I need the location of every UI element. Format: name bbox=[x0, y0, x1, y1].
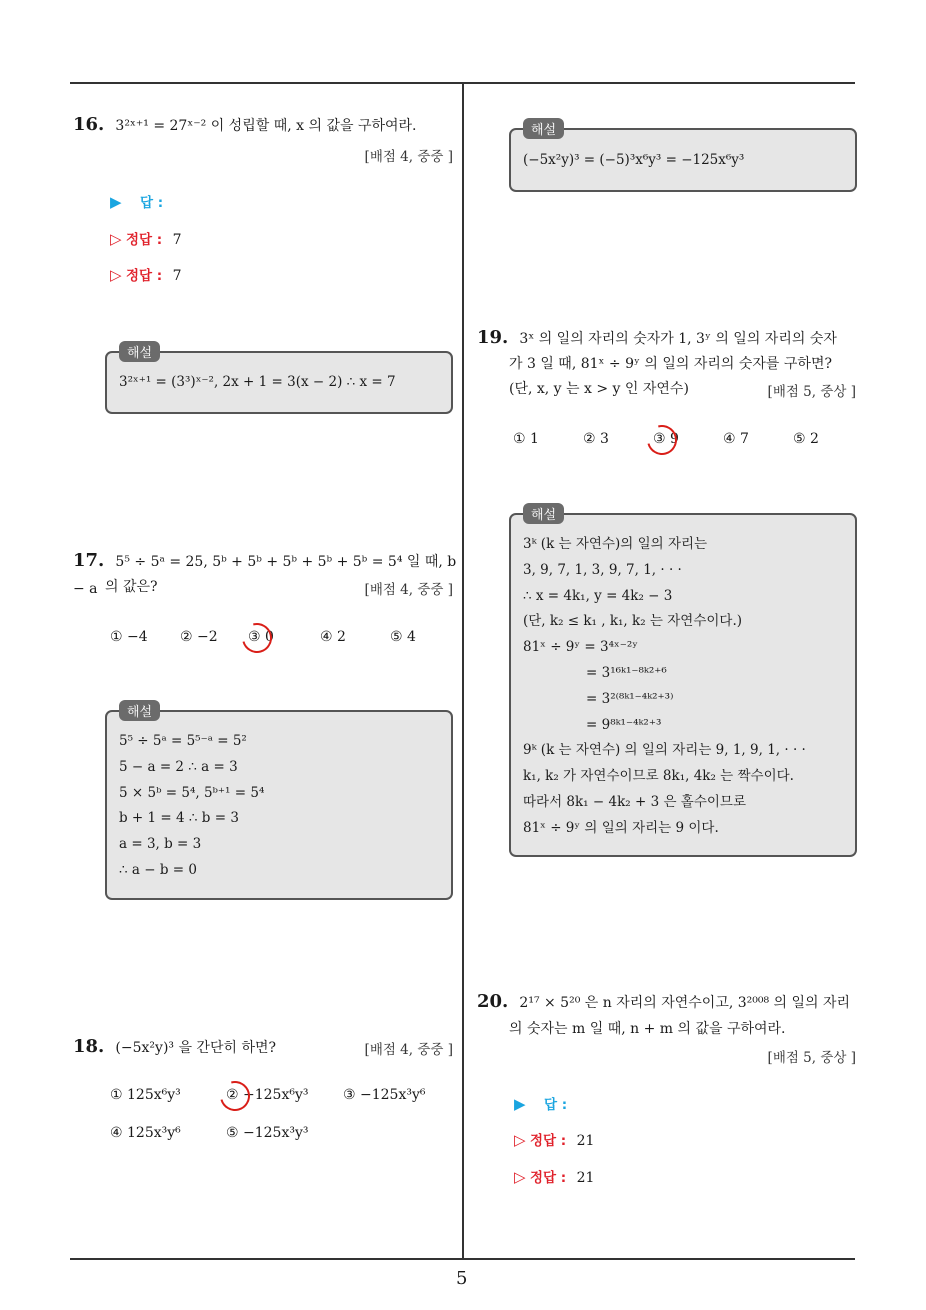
choice-3[interactable]: ③ 9 bbox=[653, 431, 679, 447]
choice-5[interactable]: ⑤ 2 bbox=[793, 431, 819, 447]
solution-line: 5 × 5ᵇ = 5⁴, 5ᵇ⁺¹ = 5⁴ bbox=[119, 784, 265, 801]
solution-box-16 bbox=[105, 346, 453, 414]
solution-line: ∴ x = 4k₁, y = 4k₂ − 3 bbox=[523, 587, 673, 604]
answer-row bbox=[110, 191, 163, 211]
solution-line: 3ᵏ (k 는 자연수)의 일의 자리는 bbox=[523, 536, 708, 552]
correct-label: 정답 : bbox=[126, 268, 163, 284]
question-text: 3ˣ 의 일의 자리의 숫자가 1, 3ʸ 의 일의 자리의 숫자 bbox=[519, 331, 837, 347]
solution-line: ∴ a − b = 0 bbox=[119, 861, 197, 878]
solution-tag: 해설 bbox=[523, 118, 564, 139]
question-number: 20. bbox=[477, 991, 509, 1012]
correct-answer-row bbox=[110, 228, 182, 248]
solution-box-19 bbox=[509, 508, 857, 857]
solution-line: (단, k₂ ≤ k₁ , k₁, k₂ 는 자연수이다.) bbox=[523, 613, 742, 630]
solution-line: 5 − a = 2 ∴ a = 3 bbox=[119, 758, 238, 775]
choice-1[interactable]: ① 1 bbox=[513, 431, 539, 447]
question-text-cont: 의 숫자는 m 일 때, n + m 의 값을 구하여라. bbox=[509, 1021, 786, 1037]
solution-line: k₁, k₂ 가 자연수이므로 8k₁, 4k₂ 는 짝수이다. bbox=[523, 768, 794, 785]
question-number: 19. bbox=[477, 327, 509, 348]
solution-line: (−5x²y)³ = (−5)³x⁶y³ = −125x⁶y³ bbox=[523, 152, 745, 168]
choice-3[interactable]: ③ 0 bbox=[248, 629, 274, 645]
choice-3[interactable]: ③ −125x³y⁶ bbox=[343, 1087, 426, 1103]
solution-line: 5⁵ ÷ 5ᵃ = 5⁵⁻ᵃ = 5² bbox=[119, 733, 247, 749]
selected-circle-mark bbox=[215, 1076, 256, 1117]
solution-tag: 해설 bbox=[523, 503, 564, 524]
choice-5[interactable]: ⑤ −125x³y³ bbox=[226, 1125, 309, 1141]
choice-4[interactable]: ④ 125x³y⁶ bbox=[110, 1125, 181, 1141]
solution-line: a = 3, b = 3 bbox=[119, 836, 202, 853]
choice-2[interactable]: ② −125x⁶y³ bbox=[226, 1087, 309, 1103]
correct-value: 21 bbox=[576, 1170, 595, 1186]
question-number: 18. bbox=[73, 1036, 105, 1057]
choices-19 bbox=[463, 431, 923, 455]
solution-line: 3, 9, 7, 1, 3, 9, 7, 1, · · · bbox=[523, 561, 682, 578]
page-number: 5 bbox=[456, 1268, 468, 1289]
play-triangle-icon: ▶ bbox=[514, 1095, 526, 1113]
question-text-cont: 가 3 일 때, 81ˣ ÷ 9ʸ 의 일의 자리의 숫자를 구하면? bbox=[509, 356, 832, 372]
question-number: 16. bbox=[73, 114, 105, 135]
solution-line: b + 1 = 4 ∴ b = 3 bbox=[119, 810, 239, 827]
correct-label: 정답 : bbox=[126, 232, 163, 248]
correct-answer-row bbox=[514, 1129, 594, 1149]
solution-line: 9ᵏ (k 는 자연수) 의 일의 자리는 9, 1, 9, 1, · · · bbox=[523, 742, 806, 759]
question-18-meta: [배점 4, 중중 ] bbox=[364, 1042, 453, 1058]
question-text: 2¹⁷ × 5²⁰ 은 n 자리의 자연수이고, 3²⁰⁰⁸ 의 일의 자리 bbox=[519, 995, 851, 1011]
outline-triangle-icon: ▷ bbox=[514, 1168, 526, 1186]
question-17-meta: [배점 4, 중중 ] bbox=[364, 582, 453, 598]
choice-5[interactable]: ⑤ 4 bbox=[390, 629, 416, 645]
solution-box-17 bbox=[105, 705, 453, 900]
question-text: 5⁵ ÷ 5ᵃ = 25, 5ᵇ + 5ᵇ + 5ᵇ + 5ᵇ + 5ᵇ = 5⁴ 일 때, b − a bbox=[73, 554, 457, 597]
selected-circle-mark bbox=[642, 420, 683, 461]
solution-tag: 해설 bbox=[119, 700, 160, 721]
correct-value: 21 bbox=[576, 1133, 595, 1149]
answer-row bbox=[514, 1093, 567, 1113]
solution-tag: 해설 bbox=[119, 341, 160, 362]
correct-label: 정답 : bbox=[530, 1170, 567, 1186]
choice-2[interactable]: ② −2 bbox=[180, 629, 218, 645]
outline-triangle-icon: ▷ bbox=[110, 230, 122, 248]
solution-line: = 3²⁽⁸ᵏ¹⁻⁴ᵏ²⁺³⁾ bbox=[586, 690, 674, 707]
choices-18 bbox=[0, 1087, 460, 1147]
solution-line: 3²ˣ⁺¹ = (3³)ˣ⁻², 2x + 1 = 3(x − 2) ∴ x = 7 bbox=[119, 374, 396, 390]
correct-answer-row bbox=[514, 1166, 594, 1186]
correct-value: 7 bbox=[172, 268, 182, 284]
choice-4[interactable]: ④ 7 bbox=[723, 431, 749, 447]
question-number: 17. bbox=[73, 550, 105, 571]
solution-box-18 bbox=[509, 123, 857, 192]
correct-label: 정답 : bbox=[530, 1133, 567, 1149]
choice-1[interactable]: ① 125x⁶y³ bbox=[110, 1087, 181, 1103]
answer-label: 답 : bbox=[140, 195, 164, 211]
solution-line: 81ˣ ÷ 9ʸ = 3⁴ˣ⁻²ʸ bbox=[523, 639, 638, 656]
correct-answer-row bbox=[110, 264, 182, 284]
choice-1[interactable]: ① −4 bbox=[110, 629, 148, 645]
choices-17 bbox=[0, 629, 460, 653]
question-text: (−5x²y)³ 을 간단히 하면? bbox=[115, 1040, 277, 1056]
solution-line: 81ˣ ÷ 9ʸ 의 일의 자리는 9 이다. bbox=[523, 819, 719, 836]
question-16-meta: [배점 4, 중중 ] bbox=[364, 149, 453, 165]
choice-2[interactable]: ② 3 bbox=[583, 431, 609, 447]
column-divider bbox=[462, 82, 464, 1259]
bottom-rule bbox=[70, 1258, 855, 1260]
question-text-cont: (단, x, y 는 x > y 인 자연수) bbox=[509, 381, 689, 397]
choice-4[interactable]: ④ 2 bbox=[320, 629, 346, 645]
answer-label: 답 : bbox=[544, 1097, 568, 1113]
solution-line: = 3¹⁶ᵏ¹⁻⁸ᵏ²⁺⁶ bbox=[586, 664, 667, 681]
solution-line: 따라서 8k₁ − 4k₂ + 3 은 홀수이므로 bbox=[523, 793, 746, 810]
question-16 bbox=[73, 113, 458, 140]
outline-triangle-icon: ▷ bbox=[110, 266, 122, 284]
play-triangle-icon: ▶ bbox=[110, 193, 122, 211]
question-19 bbox=[477, 326, 862, 353]
question-19-meta: [배점 5, 중상 ] bbox=[767, 384, 856, 400]
question-text: 3²ˣ⁺¹ = 27ˣ⁻² 이 성립할 때, x 의 값을 구하여라. bbox=[115, 118, 417, 134]
outline-triangle-icon: ▷ bbox=[514, 1131, 526, 1149]
question-20 bbox=[477, 990, 862, 1017]
question-20-meta: [배점 5, 중상 ] bbox=[767, 1050, 856, 1066]
correct-value: 7 bbox=[172, 232, 182, 248]
question-text-cont: 의 값은? bbox=[105, 579, 158, 595]
solution-line: = 9⁸ᵏ¹⁻⁴ᵏ²⁺³ bbox=[586, 716, 662, 733]
selected-circle-mark bbox=[237, 618, 278, 659]
